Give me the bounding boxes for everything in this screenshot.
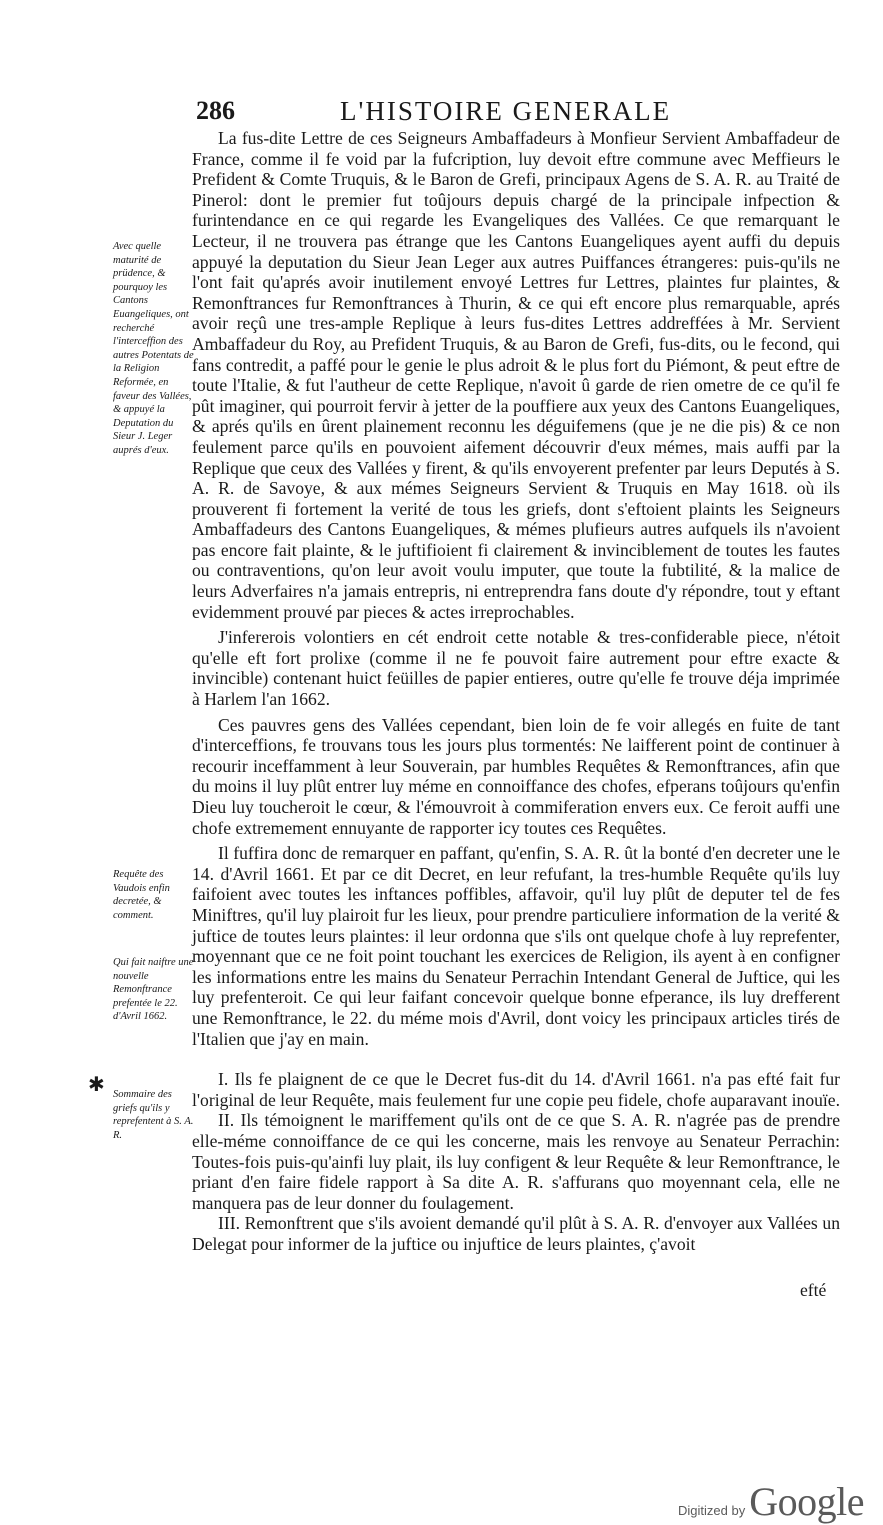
page-number: 286: [196, 96, 235, 125]
paragraph: II. Ils témoignent le mariffement qu'ils ont de ce que S. A. R. n'agrée pas de prendre elle-méme connoiffance de ce qui les concerne, mais les renvoye au Senateur Perrachin: Toutes-fois puis-qu'ainfi luy plait, ils luy configent & leur Requête & leur Remonftrance, le priant d'en faire fidele rapport à Sa dite A. R. s'affurans quo moyennant cela, elle ne manquera pas de leur donner du foulagement.: [192, 1110, 840, 1213]
paragraph: J'infererois volontiers en cét endroit cette notable & tres-confiderable piece, n'étoit qu'elle eft fort prolixe (comme il ne fe pouvoit faire autrement pour eftre exacte & invincible) contenant huict feüilles de papier entieres, outre qu'elle fe trouve déja imprimée à Harlem l'an 1662.: [192, 627, 840, 710]
paragraph: III. Remonftrent que s'ils avoient demandé qu'il plût à S. A. R. d'envoyer aux Vallées un Delegat pour informer de la juftice ou injuftice de leurs plaintes, ç'avoit: [192, 1213, 840, 1254]
page-header: [190, 96, 850, 130]
margin-note: Qui fait naiftre une nouvelle Remonftrance prefentée le 22. d'Avril 1662.: [113, 957, 194, 1023]
margin-note: Avec quelle maturité de prüdence, & pourquoy les Cantons Euangeliques, ont recherché l'interceffion des autres Potentats de la Religion Reformée, en faveur des Vallées, & appuyé la Deputation du Sieur J. Leger auprés d'eux.: [113, 241, 194, 456]
star-ornament-icon: ✱: [88, 1074, 105, 1096]
body-text: [192, 128, 840, 1254]
digitized-watermark: [678, 1478, 864, 1525]
paragraph: La fus-dite Lettre de ces Seigneurs Ambaffadeurs à Monfieur Servient Ambaffadeur de France, comme il fe void par la fufcription, luy devoit eftre commune avec Meffieurs le Prefident & Comte Truquis, & le Baron de Grefi, principaux Agens de S. A. R. au Traité de Pinerol: dont le premier fut toûjours depuis chargé de la principale infpection & furintendance en ce qui regarde les Evangeliques des Vallées. Ce que remarquant le Lecteur, il ne trouvera pas étrange que les Cantons Euangeliques ayent auffi du depuis appuyé la deputation du Sieur Jean Leger aux autres Puiffances étrangeres: puis-qu'ils ne l'ont fait qu'aprés avoir inutilement envoyé Lettres fur Lettres, plaintes fur plaintes, & Remonftrances fur Remonftrances à Thurin, & ce qui eft encore plus remarquable, aprés avoir reçû une tres-ample Replique à leurs fus-dites Lettres addreffées à Mr. Servient Ambaffadeur du Roy, au Prefident Truquis, & au Baron de Grefi, fus-dits, ou le fecond, qui fans contredit, a paffé pour le genie le plus adroit & le plus fort du Piémont, & peut eftre de toute l'Italie, & fut l'autheur de cette Replique, n'avoit û garde de rien ometre de ce qu'il fe pût imaginer, qui pourroit fervir à jetter de la pouffiere aux yeux des Cantons Euangeliques, & aprés qu'ils en ûrent plainement reconnu les déguifemens (que je ne die pis) & ce non feulement parce qu'ils en pouvoient aifement découvrir d'eux mémes, mais auffi par la Replique que ceux des Vallées y firent, & qu'ils envoyerent prefenter par leurs Deputés à S. A. R. de Savoye, & aux mémes Seigneurs Servient & Truquis en May 1618. où ils prouverent fi fortement la verité de tous les griefs, dont s'eftoient plaints les Seigneurs Ambaffadeurs des Cantons Euangeliques, & mémes plufieurs autres aufquels ils n'avoient pas encore fait plainte, & le juftifioient fi clairement & invinciblement de toutes les fautes ou contraventions, qu'on leur avoit voulu imputer, que toute la fubtilité, & la malice de leurs Adverfaires n'a jamais entrepris, ni entreprendra fans doute d'y répondre, tout y eftant evidemment prouvé par pieces & actes irreprochables.: [192, 128, 840, 622]
watermark-prefix: Digitized by: [678, 1503, 746, 1518]
paragraph: Il fuffira donc de remarquer en paffant, qu'enfin, S. A. R. ût la bonté d'en decreter une le 14. d'Avril 1661. Et par ce dit Decret, en leur refufant, la tres-humble Requête qu'ils luy faifoient avec toutes les inftances poffibles, affavoir, qu'il luy plût de deputer tel de fes Miniftres, qu'il luy plairoit fur les lieux, pour prendre particuliere information de la verité & juftice de toutes leurs plaintes: il leur ordonna que s'ils ont quelque chofe à luy reprefenter, moyennant que ce ne foit point touchant les exercices de Religion, ils ayent à en configner les informations entre les mains du Senateur Perrachin Intendant General de Juftice, qui les luy prefenteroit. Ce qui leur faifant concevoir quelque bonne efperance, ils luy drefferent une Remonftrance, le 22. du méme mois d'Avril, dont voicy les principaux articles tirés de l'Italien que j'ay en main.: [192, 843, 840, 1049]
margin-note: Sommaire des griefs qu'ils y reprefentent à S. A. R.: [113, 1089, 194, 1141]
catchword: efté: [800, 1280, 827, 1300]
paragraph: I. Ils fe plaignent de ce que le Decret fus-dit du 14. d'Avril 1661. n'a pas efté fait fur l'original de leur Requête, mais feulement fur une copie peu fidele, chofe auparavant inouïe.: [192, 1069, 841, 1110]
margin-note: Requête des Vaudois enfin decretée, & comment.: [113, 869, 170, 921]
google-logo: Google: [749, 1479, 864, 1524]
running-title: L'HISTOIRE GENERALE: [340, 96, 672, 126]
paragraph: Ces pauvres gens des Vallées cependant, bien loin de fe voir allegés en fuite de tant d'interceffions, fe trouvans tous les jours plus tormentés: Ne laifferent point de continuer à recourir inceffamment à leur Souverain, par humbles Requêtes & Remonftrances, afin que du moins il luy plût entrer luy méme en connoiffance des chofes, efperans toûjours qu'enfin Dieu luy toucheroit le cœur, & l'émouvroit à commiferation envers eux. Ce feroit auffi une chofe extremement ennuyante de rapporter icy toutes ces Requêtes.: [192, 714, 840, 838]
